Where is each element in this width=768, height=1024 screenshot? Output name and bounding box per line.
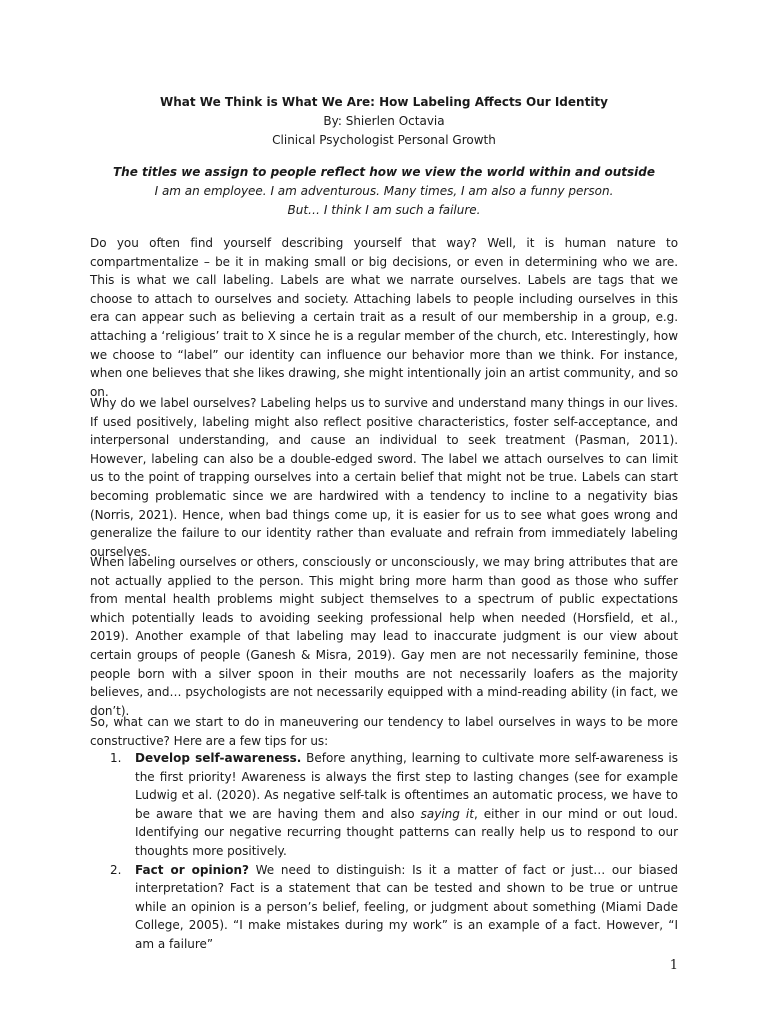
tagline bbox=[90, 163, 678, 220]
tip-number: 2. bbox=[110, 862, 122, 877]
tip-number: 1. bbox=[110, 751, 122, 765]
author-role: Clinical Psychologist Personal Growth bbox=[272, 133, 496, 147]
author-byline: By: Shierlen Octavia bbox=[323, 114, 445, 128]
tagline-lead: The titles we assign to people reflect how we view the world within and outside bbox=[113, 165, 655, 179]
page-number: 1 bbox=[669, 958, 678, 973]
tagline-line: I am an employee. I am adventurous. Many times, I am also a funny person. bbox=[154, 184, 614, 198]
document-title: What We Think is What We Are: How Labeling Affects Our Identity bbox=[160, 95, 608, 109]
body-paragraph: Do you often find yourself describing yourself that way? Well, it is human nature to compartmentalize – be it in making small or big decisions, or even in determining who we are. This is what we call labeling. Labels are what we narrate ourselves. Labels are tags that we choose to attach to ourselves and society. Attaching labels to people including ourselves in this era can appear such as believing a certain trait as a result of our membership in a group, e.g. attaching a ‘religious’ trait to X since he is a regular member of the church, etc. Interestingly, how we choose to “label” our identity can influence our behavior more than we think. For instance, when one believes that she likes drawing, she might intentionally join an artist community, and so on. bbox=[90, 236, 678, 399]
tagline-line: But… I think I am such a failure. bbox=[287, 203, 481, 217]
body-paragraph: When labeling ourselves or others, consciously or unconsciously, we may bring attributes that are not actually applied to the person. This might bring more harm than good as those who suffer from mental health problems might subject themselves to a spectrum of public expectations which potentially leads to avoiding seeking professional help when needed (Horsfield, et al., 2019). Another example of that labeling may lead to inaccurate judgment is our view about certain groups of people (Ganesh & Misra, 2019). Gay men are not necessarily feminine, those people born with a silver spoon in their mouths are not necessarily loafers as the majority believes, and… psychologists are not necessarily equipped with a mind-reading ability (in fact, we don’t). bbox=[90, 555, 678, 718]
tip-item bbox=[90, 861, 678, 954]
tip-text: We need to distinguish: Is it a matter of fact or just… our biased interpretation? Fact is a statement that can be tested and shown to be true or untrue while an opinion is a person’s belief, feeling, or judgment about something (Miami Dade College, 2005). “I make mistakes during my work” is an example of a fact. However, “I am a failure” bbox=[135, 862, 678, 951]
tip-text: , either in our mind or out loud. Identifying our negative recurring thought patterns can really help us to respond to our thoughts more positively. bbox=[135, 806, 678, 858]
body-paragraph: So, what can we start to do in maneuvering our tendency to label ourselves in ways to be more constructive? Here are a few tips for us: bbox=[90, 715, 678, 748]
body-paragraph: Why do we label ourselves? Labeling helps us to survive and understand many things in our lives. If used positively, labeling might also reflect positive characteristics, foster self-acceptance, and interpersonal understanding, and cause an individual to seek treatment (Pasman, 2011). However, labeling can also be a double-edged sword. The label we attach ourselves to can limit us to the point of trapping ourselves into a certain belief that might not be true. Labels can start becoming problematic since we are hardwired with a tendency to incline to a negativity bias (Norris, 2021). Hence, when bad things come up, it is easier for us to see what goes wrong and generalize the failure to our identity rather than evaluate and refrain from immediately labeling ourselves. bbox=[90, 396, 678, 559]
document-header bbox=[90, 93, 678, 150]
tip-item bbox=[90, 749, 678, 861]
tip-heading: Fact or opinion? bbox=[135, 862, 249, 877]
tip-text: Before anything, learning to cultivate more self-awareness is the first priority! Awareness is always the first step to lasting changes (see for example Ludwig et al. (2020). As negative self-talk is oftentimes an automatic process, we have to be aware that we are having them and also bbox=[135, 751, 679, 821]
tip-heading: Develop self-awareness. bbox=[135, 751, 302, 765]
tip-emphasis: saying it bbox=[420, 806, 474, 821]
tips-list bbox=[90, 749, 678, 954]
